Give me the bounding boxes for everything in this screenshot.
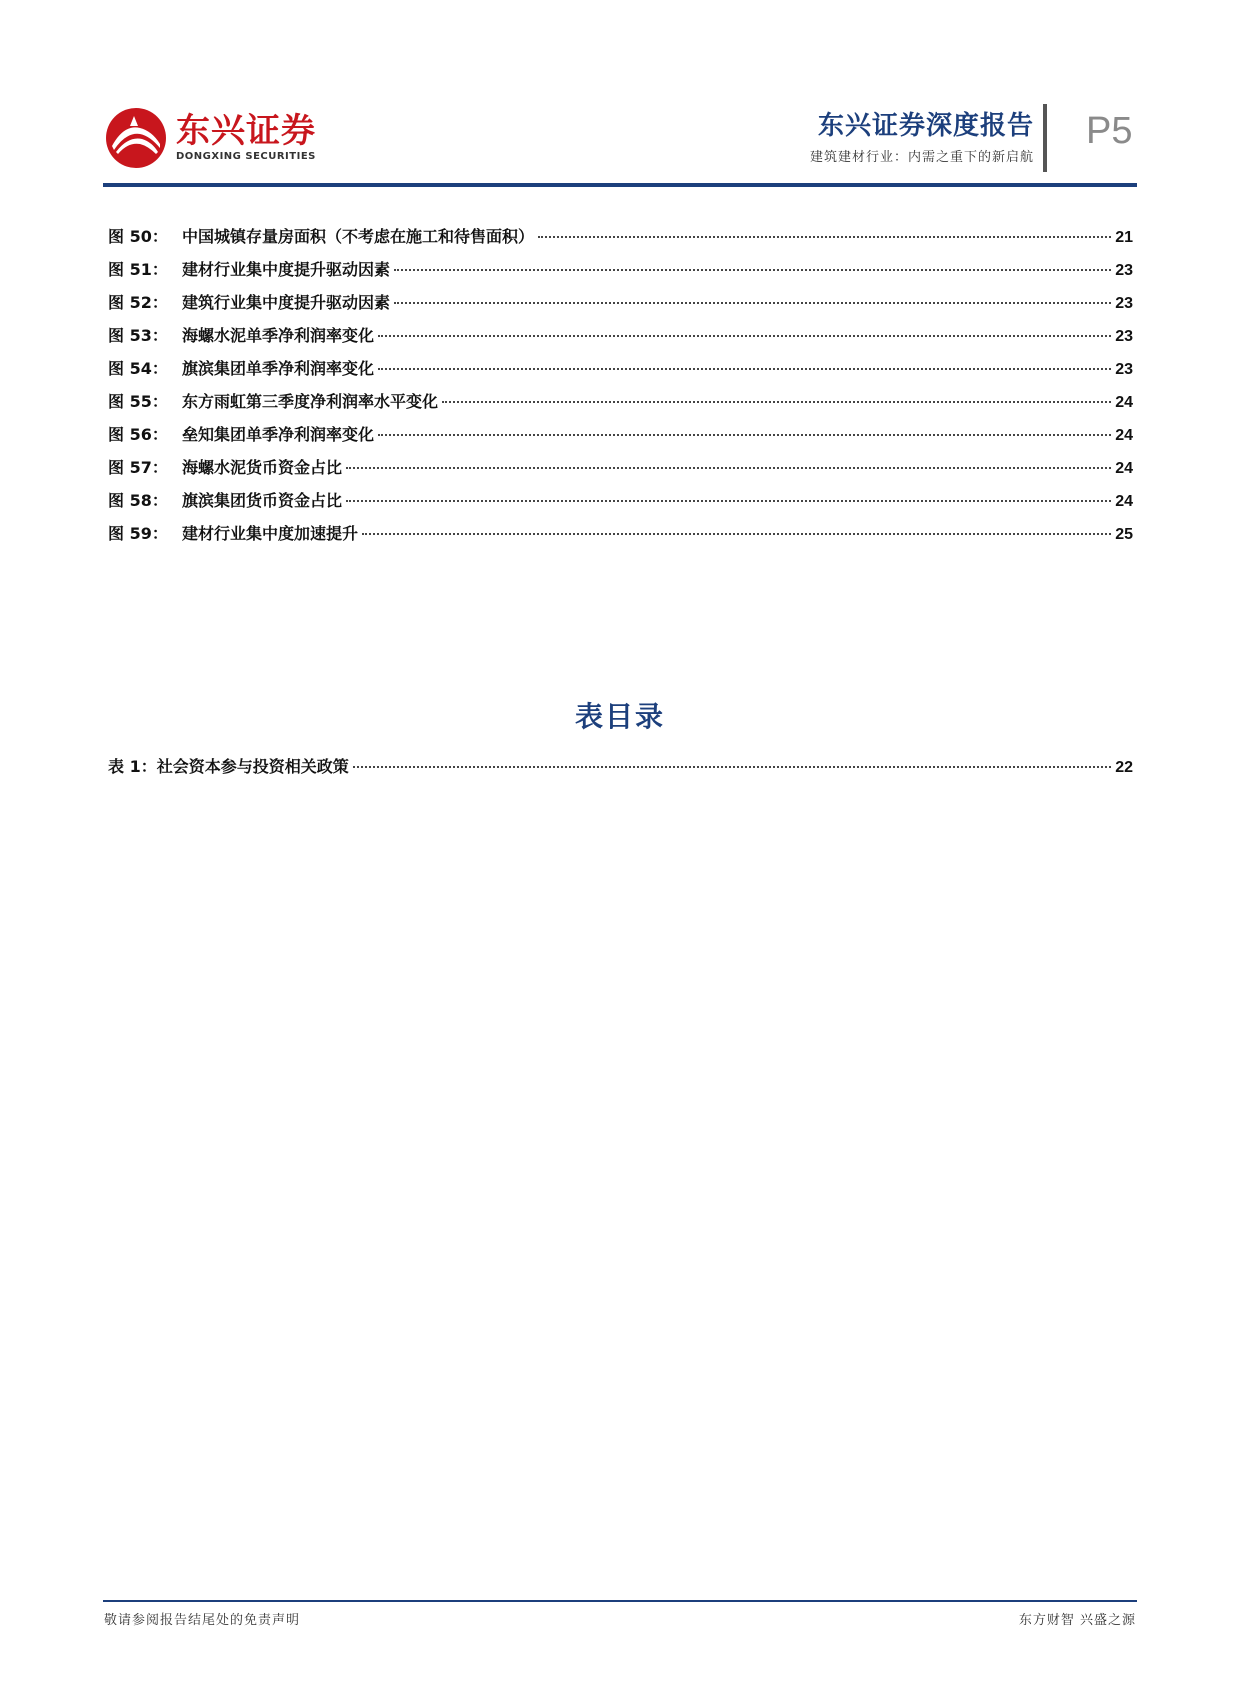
toc-entry[interactable] — [108, 290, 1133, 323]
dot-leader — [362, 533, 1111, 535]
toc-page-number: 24 — [1115, 460, 1133, 477]
dongxing-logo-icon — [104, 106, 168, 170]
report-title: 东兴证券深度报告 — [817, 111, 1034, 141]
dot-leader — [538, 236, 1111, 238]
toc-page-number: 23 — [1115, 328, 1133, 345]
dot-leader — [442, 401, 1111, 403]
figure-title: 中国城镇存量房面积（不考虑在施工和待售面积） — [182, 227, 535, 246]
toc-page-number: 23 — [1115, 361, 1133, 378]
page-header — [0, 0, 1240, 190]
figure-title: 垒知集团单季净利润率变化 — [182, 425, 375, 444]
dot-leader — [378, 335, 1111, 337]
figure-toc — [108, 224, 1133, 554]
report-title-block — [810, 110, 1034, 168]
figure-number: 图 51： — [108, 260, 168, 279]
figure-title: 海螺水泥货币资金占比 — [182, 458, 343, 477]
figure-number: 图 56： — [108, 425, 168, 444]
dot-leader — [378, 434, 1111, 436]
figure-number: 图 59： — [108, 524, 168, 543]
toc-entry[interactable] — [108, 422, 1133, 455]
toc-page-number: 23 — [1115, 262, 1133, 279]
table-toc — [108, 754, 1133, 787]
toc-entry[interactable] — [108, 224, 1133, 257]
toc-page-number: 22 — [1115, 759, 1133, 776]
toc-entry[interactable] — [108, 389, 1133, 422]
toc-page-number: 24 — [1115, 493, 1133, 510]
toc-entry[interactable] — [108, 323, 1133, 356]
figure-number: 图 58： — [108, 491, 168, 510]
logo-chinese-name: 东兴证券 — [176, 111, 316, 151]
figure-number: 图 54： — [108, 359, 168, 378]
toc-entry[interactable] — [108, 455, 1133, 488]
toc-entry[interactable] — [108, 488, 1133, 521]
toc-page-number: 21 — [1115, 229, 1133, 246]
figure-number: 图 50： — [108, 227, 168, 246]
footer-rule — [103, 1600, 1137, 1602]
table-title: 表 1：社会资本参与投资相关政策 — [108, 757, 349, 776]
toc-entry[interactable] — [108, 754, 1133, 787]
logo-english-name: DONGXING SECURITIES — [176, 151, 316, 162]
figure-title: 东方雨虹第三季度净利润率水平变化 — [182, 392, 439, 411]
dot-leader — [346, 500, 1111, 502]
dot-leader — [394, 269, 1111, 271]
toc-page-number: 24 — [1115, 394, 1133, 411]
toc-page-number: 23 — [1115, 295, 1133, 312]
header-rule — [103, 183, 1137, 187]
figure-number: 图 53： — [108, 326, 168, 345]
page-number: P5 — [1086, 110, 1133, 152]
toc-entry[interactable] — [108, 257, 1133, 290]
company-logo — [104, 106, 316, 170]
toc-page-number: 24 — [1115, 427, 1133, 444]
table-toc-heading: 表目录 — [574, 700, 665, 733]
header-divider — [1043, 104, 1047, 172]
dot-leader — [394, 302, 1111, 304]
disclaimer-note: 敬请参阅报告结尾处的免责声明 — [104, 1613, 301, 1628]
company-slogan: 东方财智 兴盛之源 — [1018, 1613, 1136, 1628]
figure-title: 旗滨集团单季净利润率变化 — [182, 359, 375, 378]
figure-title: 建材行业集中度加速提升 — [182, 524, 359, 543]
dot-leader — [353, 766, 1111, 768]
dot-leader — [346, 467, 1111, 469]
figure-number: 图 55： — [108, 392, 168, 411]
figure-title: 海螺水泥单季净利润率变化 — [182, 326, 375, 345]
toc-page-number: 25 — [1115, 526, 1133, 543]
report-subtitle: 建筑建材行业：内需之重下的新启航 — [809, 150, 1034, 165]
figure-number: 图 57： — [108, 458, 168, 477]
figure-title: 建材行业集中度提升驱动因素 — [182, 260, 391, 279]
figure-title: 旗滨集团货币资金占比 — [182, 491, 343, 510]
figure-number: 图 52： — [108, 293, 168, 312]
toc-entry[interactable] — [108, 356, 1133, 389]
figure-title: 建筑行业集中度提升驱动因素 — [182, 293, 391, 312]
toc-entry[interactable] — [108, 521, 1133, 554]
dot-leader — [378, 368, 1111, 370]
